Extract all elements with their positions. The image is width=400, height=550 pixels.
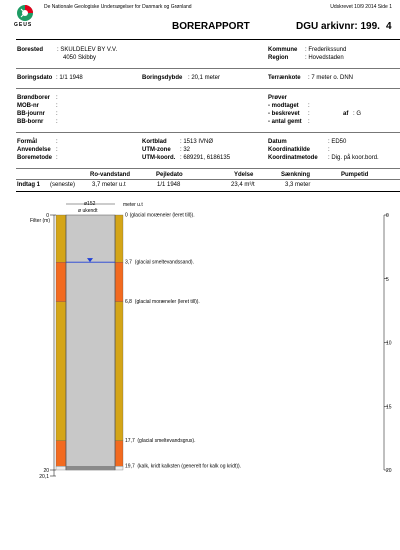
- bbjournr-value: :: [56, 111, 58, 117]
- col-header-pejledato: Pejledato: [156, 172, 183, 178]
- mob-label: MOB-nr: [17, 103, 39, 109]
- anvendelse-label: Anvendelse: [17, 147, 51, 153]
- terraenkote-label: Terrænkote: [268, 75, 301, 81]
- cell-saenkning: 3,3 meter: [285, 182, 311, 188]
- dgu-archive-number: 4: [386, 21, 392, 32]
- boremetode-value: :: [56, 155, 58, 161]
- layer-right-3: [115, 441, 123, 467]
- divider-3: [16, 132, 400, 133]
- layer-left-1: [56, 262, 66, 302]
- table-header-divider: [16, 179, 400, 180]
- depth-label-2: 6,8: [125, 299, 132, 306]
- cell-rovandstand: 3,7 meter u.t: [92, 182, 126, 188]
- divider-1: [16, 68, 400, 69]
- layer-description-1: (glacial smeltevandssand).: [134, 259, 195, 266]
- divider-2: [16, 88, 400, 89]
- region-label: Region: [268, 55, 289, 61]
- koordkilde-value: :: [328, 147, 330, 153]
- braendborer-value: :: [56, 95, 58, 101]
- divider-4: [16, 168, 400, 169]
- formal-label: Formål: [17, 139, 38, 145]
- region-value: : Hovedstaden: [305, 55, 344, 61]
- left-tick-label-2: 20,1: [39, 474, 49, 480]
- boringsdybde-value: : 20,1 meter: [188, 75, 221, 81]
- left-tick-label-1: 20: [43, 468, 49, 474]
- left-tick-label-0: 0: [46, 213, 49, 219]
- header-divider: [16, 39, 400, 40]
- unknown-diameter-label: ø ukendt: [78, 208, 98, 214]
- layer-description-2: (glacial moræneler (leret till)).: [134, 299, 200, 306]
- layer-left-2: [56, 302, 66, 441]
- kommune-value: : Frederikssund: [305, 47, 347, 53]
- table-bottom-divider: [16, 191, 400, 192]
- col-header-rovandstand: Ro-vandstand: [90, 172, 131, 178]
- kortblad-value: : 1513 IVNØ: [180, 139, 214, 145]
- filter-label: Filter (m): [30, 218, 50, 224]
- right-scale-label-1: 5: [386, 276, 389, 283]
- af-value: : G: [353, 111, 362, 117]
- right-scale-label-4: 20: [386, 468, 392, 474]
- depth-label-0: 0: [125, 212, 128, 219]
- layer-description-4: (kalk, kridt kalksten (generelt for kalk og kridt)).: [137, 463, 242, 470]
- bbbornr-value: :: [56, 119, 58, 125]
- depth-label-4: 19,7: [125, 463, 135, 470]
- antal-label: - antal gemt: [268, 119, 302, 125]
- printed-date: Udskrevet 10/9 2014 Side 1: [330, 4, 392, 10]
- indtag-label: Indtag 1: [17, 182, 41, 188]
- boremetode-label: Boremetode: [17, 155, 53, 161]
- datum-value: : ED50: [328, 139, 347, 145]
- right-scale-label-3: 15: [386, 404, 392, 411]
- datum-label: Datum: [268, 139, 287, 145]
- layer-description-3: (glacial smeltevandsgrus).: [137, 438, 196, 445]
- prover-label: Prøver: [268, 95, 288, 101]
- kortblad-label: Kortblad: [142, 139, 167, 145]
- modtaget-value: :: [308, 103, 310, 109]
- layer-right-0: [115, 215, 123, 262]
- mob-value: :: [56, 103, 58, 109]
- depth-label-1: 3,7: [125, 259, 132, 266]
- indtag-note: (seneste): [50, 182, 76, 188]
- af-label: af: [343, 111, 349, 117]
- col-header-saenkning: Sænkning: [281, 172, 311, 178]
- layer-left-4: [56, 466, 66, 470]
- col-header-pumpetid: Pumpetid: [341, 172, 369, 178]
- utmkoord-value: : 689291, 6186135: [180, 155, 231, 161]
- layer-right-4: [115, 466, 123, 470]
- report-title: BORERAPPORT: [172, 21, 250, 32]
- beskrevet-label: - beskrevet: [268, 111, 300, 117]
- boringsdybde-label: Boringsdybde: [142, 75, 183, 81]
- anvendelse-value: :: [56, 147, 58, 153]
- braendborer-label: Brøndborer: [17, 95, 50, 101]
- antal-value: :: [308, 119, 310, 125]
- layer-left-0: [56, 215, 66, 262]
- layer-right-1: [115, 262, 123, 302]
- kommune-label: Kommune: [268, 47, 298, 53]
- casing-bottom: [66, 466, 115, 470]
- bbbornr-label: BB-bornr: [17, 119, 44, 125]
- borested-value-2: 4050 Skibby: [63, 55, 97, 61]
- diameter-label: ø152: [84, 201, 96, 207]
- casing-column: [66, 215, 115, 470]
- col-header-ydelse: Ydelse: [234, 172, 254, 178]
- cell-ydelse: 23,4 m³/t: [231, 182, 255, 188]
- cell-pejledato: 1/1 1948: [157, 182, 181, 188]
- koordkilde-label: Koordinatkilde: [268, 147, 311, 153]
- right-scale-label-2: 10: [386, 340, 392, 347]
- org-name: De Nationale Geologiske Undersøgelser for Danmark og Grønland: [44, 4, 192, 10]
- boringsdato-value: : 1/1 1948: [56, 75, 83, 81]
- formal-value: :: [56, 139, 58, 145]
- unit-label: meter u.t: [123, 202, 143, 208]
- modtaget-label: - modtaget: [268, 103, 299, 109]
- depth-label-3: 17,7: [125, 438, 135, 445]
- koordmetode-label: Koordinatmetode: [268, 155, 318, 161]
- utmkoord-label: UTM-koord.: [142, 155, 176, 161]
- beskrevet-value: :: [308, 111, 310, 117]
- layer-left-3: [56, 441, 66, 467]
- boringsdato-label: Boringsdato: [17, 75, 53, 81]
- bbjournr-label: BB-journr: [17, 111, 45, 117]
- koordmetode-value: : Dig. på koor.bord.: [328, 155, 379, 161]
- terraenkote-value: : 7 meter o. DNN: [308, 75, 354, 81]
- utmzone-value: : 32: [180, 147, 191, 153]
- layer-description-0: (glacial moræneler (leret till)).: [129, 212, 195, 219]
- dgu-archive-label: DGU arkivnr: 199.: [296, 21, 380, 32]
- borested-label: Borested: [17, 47, 44, 53]
- utmzone-label: UTM-zone: [142, 147, 171, 153]
- layer-right-2: [115, 302, 123, 441]
- right-scale-label-0: 0: [386, 213, 389, 219]
- borested-value: : SKULDELEV BY V.V.: [57, 47, 118, 53]
- logo-text: GEUS: [14, 22, 33, 28]
- borehole-log: [0, 195, 400, 545]
